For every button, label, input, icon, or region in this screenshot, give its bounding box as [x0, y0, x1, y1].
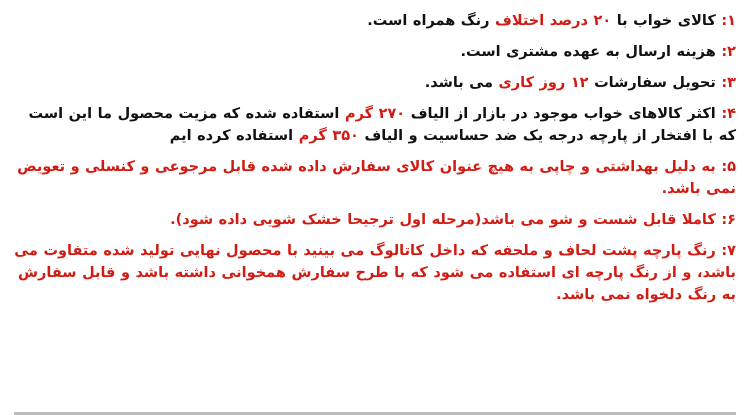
note-number: ۶: [721, 212, 736, 229]
note-text: اکثر کالاهای خواب موجود در بازار از الیاف [405, 106, 716, 123]
note-item [14, 72, 736, 94]
note-number: ۳: [721, 75, 736, 92]
note-highlight-text: ۲۰ درصد اختلاف [495, 13, 612, 29]
note-item [14, 41, 736, 63]
note-text: رنگ پارچه پشت لحاف و ملحفه که داخل کاتالوگ می بینید با محصول نهایی تولید شده متفاوت می باشد، و از رنگ پارچه ای استفاده می شود که با طرح سفارش همخوانی داشته باشد و قابل سفارش به رنگ دلخواه نمی باشد. [14, 243, 736, 304]
note-text: استفاده کرده ایم [169, 128, 299, 145]
note-highlight-text: ۳۵۰ گرم [298, 128, 359, 145]
note-text: به دلیل بهداشتی و چاپی به هیچ عنوان کالای سفارش داده شده قابل مرجوعی و کنسلی و تعویض نمی باشد. [17, 159, 736, 198]
notes-list [14, 10, 736, 306]
note-number: ۴: [721, 106, 736, 123]
note-text: می باشد. [424, 75, 499, 92]
note-item [14, 103, 736, 147]
note-number: ۷: [721, 243, 736, 260]
note-text: رنگ همراه است. [367, 13, 495, 29]
note-number: ۵: [721, 159, 736, 176]
note-number: ۱: [721, 13, 736, 29]
note-highlight-text: ۱۲ روز کاری [498, 75, 589, 92]
note-item [14, 240, 736, 306]
note-number: ۲: [721, 44, 736, 61]
note-text: کاملا قابل شست و شو می باشد(مرحله اول ترجیحا خشک شویی داده شود). [170, 212, 716, 229]
note-item [14, 10, 736, 32]
note-item [14, 156, 736, 200]
note-item [14, 209, 736, 231]
note-highlight-text: ۲۷۰ گرم [344, 106, 406, 123]
note-text: کالای خواب با [611, 13, 716, 29]
note-text: تحویل سفارشات [588, 75, 716, 92]
note-text: استفاده شده که مزیت محصول ما این است که با افتخار از پارچه درجه یک ضد حساسیت و الیاف [28, 106, 736, 145]
note-text: هزینه ارسال به عهده مشتری است. [460, 44, 716, 61]
